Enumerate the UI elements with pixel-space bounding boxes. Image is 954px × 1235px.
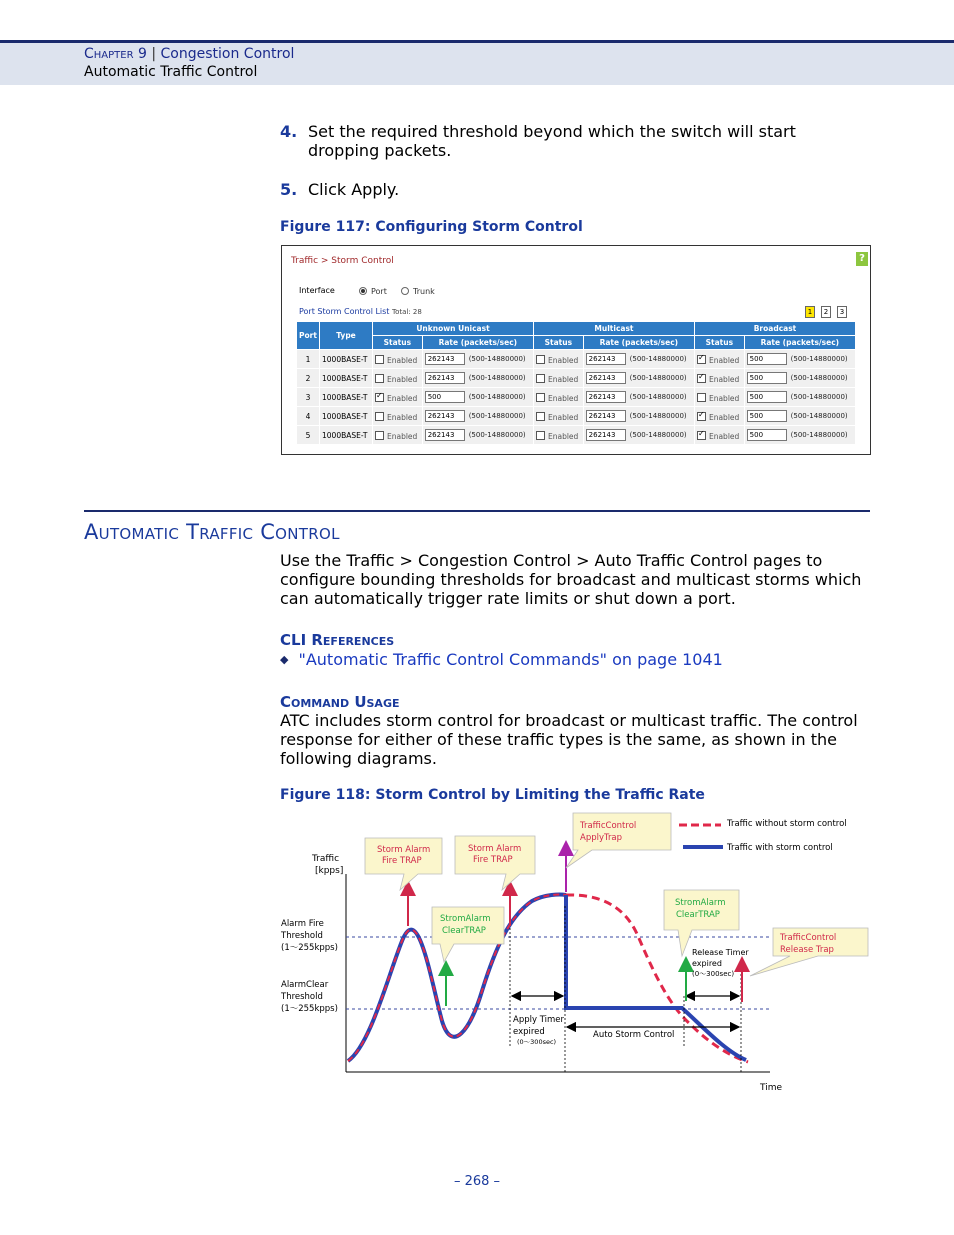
cell-unknown-unicast-status[interactable] xyxy=(373,407,423,426)
running-header-chapter xyxy=(84,46,294,62)
cell-port: 5 xyxy=(297,426,320,445)
multicast-checkbox[interactable] xyxy=(536,393,545,402)
page-1-button[interactable]: 1 xyxy=(805,306,815,318)
unknown-unicast-checkbox[interactable] xyxy=(375,412,384,421)
broadcast-checkbox[interactable] xyxy=(697,412,706,421)
enabled-label: Enabled xyxy=(387,412,418,422)
radio-unselected-icon[interactable] xyxy=(401,287,409,295)
col-mc-rate: Rate (packets/sec) xyxy=(583,336,694,350)
table-row xyxy=(297,426,856,445)
rate-range: (500-14880000) xyxy=(629,412,687,420)
rate-range: (500-14880000) xyxy=(468,393,526,401)
cell-multicast-status[interactable] xyxy=(533,388,583,407)
enabled-label: Enabled xyxy=(708,412,740,422)
callout-clear-1-line2: ClearTRAP xyxy=(442,926,486,936)
cell-type: 1000BASE-T xyxy=(320,407,373,426)
rate-range: (500-14880000) xyxy=(629,393,687,401)
callout-fire-1-line1: Storm Alarm xyxy=(377,845,431,855)
unknown-unicast-rate-input[interactable]: 262143 xyxy=(425,429,465,441)
callout-clear-trap-2 xyxy=(664,890,739,956)
storm-control-table xyxy=(296,321,856,445)
fire-threshold-label: Alarm Fire xyxy=(281,919,324,929)
col-broadcast: Broadcast xyxy=(694,322,855,336)
broadcast-rate-input[interactable]: 500 xyxy=(747,372,787,384)
cell-multicast-status[interactable] xyxy=(533,369,583,388)
broadcast-checkbox[interactable] xyxy=(697,355,706,364)
cell-broadcast-status[interactable] xyxy=(694,407,744,426)
unknown-unicast-checkbox[interactable] xyxy=(375,355,384,364)
multicast-checkbox[interactable] xyxy=(536,355,545,364)
header-separator: | xyxy=(151,46,157,62)
broadcast-checkbox[interactable] xyxy=(697,393,706,402)
figure-118-caption: Figure 118: Storm Control by Limiting the Traffic Rate xyxy=(280,787,705,803)
table-row xyxy=(297,350,856,369)
multicast-rate-input[interactable]: 262143 xyxy=(586,429,626,441)
multicast-checkbox[interactable] xyxy=(536,431,545,440)
rate-range: (500-14880000) xyxy=(468,374,526,382)
cell-port: 2 xyxy=(297,369,320,388)
cell-unknown-unicast-status[interactable] xyxy=(373,369,423,388)
cell-unknown-unicast-rate xyxy=(422,369,533,388)
broadcast-rate-input[interactable]: 500 xyxy=(747,353,787,365)
broadcast-rate-input[interactable]: 500 xyxy=(747,410,787,422)
broadcast-checkbox[interactable] xyxy=(697,431,706,440)
cli-reference-link[interactable]: "Automatic Traffic Control Commands" on page 1041 xyxy=(298,650,723,669)
table-row xyxy=(297,369,856,388)
callout-release-trap xyxy=(750,928,868,976)
list-total: Total: 28 xyxy=(392,308,422,316)
section-title: Automatic Traffic Control xyxy=(84,520,340,544)
enabled-label: Enabled xyxy=(547,412,579,422)
multicast-checkbox[interactable] xyxy=(536,374,545,383)
legend xyxy=(679,819,847,853)
cell-unknown-unicast-rate xyxy=(422,426,533,445)
multicast-checkbox[interactable] xyxy=(536,412,545,421)
figure-117-storm-control-screenshot xyxy=(281,245,871,455)
x-axis-label: Time xyxy=(760,1083,783,1093)
cell-multicast-status[interactable] xyxy=(533,407,583,426)
cell-multicast-status[interactable] xyxy=(533,426,583,445)
cell-broadcast-rate xyxy=(744,407,855,426)
cell-type: 1000BASE-T xyxy=(320,350,373,369)
cell-multicast-rate xyxy=(583,350,694,369)
rate-range: (500-14880000) xyxy=(629,355,687,363)
trunk-radio-label: Trunk xyxy=(413,287,435,296)
enabled-label: Enabled xyxy=(387,393,418,403)
cell-broadcast-rate xyxy=(744,350,855,369)
enabled-label: Enabled xyxy=(708,374,740,384)
cell-unknown-unicast-status[interactable] xyxy=(373,388,423,407)
running-header-section: Automatic Traffic Control xyxy=(84,64,258,80)
port-radio[interactable] xyxy=(359,286,387,296)
col-mc-status: Status xyxy=(533,336,583,350)
cli-references-heading: CLI References xyxy=(280,631,395,649)
multicast-rate-input[interactable]: 262143 xyxy=(586,372,626,384)
interface-label: Interface xyxy=(299,286,335,295)
cell-multicast-rate xyxy=(583,369,694,388)
figure-118-diagram xyxy=(270,806,880,1106)
unknown-unicast-rate-input[interactable]: 262143 xyxy=(425,410,465,422)
rate-range: (500-14880000) xyxy=(790,374,848,382)
cell-multicast-rate xyxy=(583,426,694,445)
cell-broadcast-status[interactable] xyxy=(694,369,744,388)
step-number: 5. xyxy=(280,180,298,199)
step-5 xyxy=(280,180,870,199)
section-rule xyxy=(84,510,870,512)
page-3-button[interactable]: 3 xyxy=(837,306,847,318)
callout-release-line1: TrafficControl xyxy=(780,933,837,943)
rate-range: (500-14880000) xyxy=(790,355,848,363)
callout-fire-trap-2 xyxy=(455,836,535,890)
unknown-unicast-rate-input[interactable]: 500 xyxy=(425,391,465,403)
apply-timer-label: Apply Timer xyxy=(513,1015,564,1025)
release-timer-range: (0～300sec) xyxy=(692,970,735,978)
broadcast-rate-input[interactable]: 500 xyxy=(747,391,787,403)
cell-unknown-unicast-rate xyxy=(422,388,533,407)
multicast-rate-input[interactable]: 262143 xyxy=(586,391,626,403)
col-port: Port xyxy=(297,322,320,350)
chapter-label: Chapter 9 xyxy=(84,46,147,62)
enabled-label: Enabled xyxy=(547,374,579,384)
trunk-radio[interactable] xyxy=(401,286,435,296)
intro-paragraph: Use the Traffic > Congestion Control > Auto Traffic Control pages to configure bounding thresholds for broadcast and multicast storms which can automatically trigger rate limits or shut down a port. xyxy=(280,551,862,608)
breadcrumb[interactable]: Traffic > Storm Control xyxy=(291,256,394,266)
apply-timer-label-2: expired xyxy=(513,1027,545,1037)
clear-threshold-label: AlarmClear xyxy=(281,980,329,990)
callout-fire-trap-1 xyxy=(365,838,442,890)
callout-fire-2-line2: Fire TRAP xyxy=(473,855,513,865)
help-icon[interactable]: ? xyxy=(856,252,868,266)
rate-range: (500-14880000) xyxy=(790,412,848,420)
callout-apply-line1: TrafficControl xyxy=(580,821,637,831)
enabled-label: Enabled xyxy=(547,393,579,403)
cell-type: 1000BASE-T xyxy=(320,388,373,407)
chapter-title: Congestion Control xyxy=(160,46,295,62)
page-2-button[interactable]: 2 xyxy=(821,306,831,318)
callout-fire-1-line2: Fire TRAP xyxy=(382,856,422,866)
usage-paragraph: ATC includes storm control for broadcast or multicast traffic. The control response for either of these traffic types is the same, as shown in the following diagrams. xyxy=(280,711,858,768)
unknown-unicast-checkbox[interactable] xyxy=(375,431,384,440)
step-text: Set the required threshold beyond which the switch will start dropping packets. xyxy=(308,122,796,160)
rate-range: (500-14880000) xyxy=(790,393,848,401)
col-bc-rate: Rate (packets/sec) xyxy=(744,336,855,350)
cell-broadcast-rate xyxy=(744,426,855,445)
table-row xyxy=(297,388,856,407)
cell-multicast-status[interactable] xyxy=(533,350,583,369)
cell-type: 1000BASE-T xyxy=(320,426,373,445)
y-axis-label: Traffic xyxy=(312,854,340,864)
clear-threshold-label-2: Threshold xyxy=(281,992,323,1002)
unknown-unicast-rate-input[interactable]: 262143 xyxy=(425,353,465,365)
enabled-label: Enabled xyxy=(547,431,579,441)
rate-range: (500-14880000) xyxy=(790,431,848,439)
apply-timer-range: (0～300sec) xyxy=(517,1038,557,1046)
command-usage-heading: Command Usage xyxy=(280,693,400,711)
callout-clear-2-line2: ClearTRAP xyxy=(676,910,720,920)
rate-range: (500-14880000) xyxy=(629,431,687,439)
cell-unknown-unicast-rate xyxy=(422,407,533,426)
unknown-unicast-rate-input[interactable]: 262143 xyxy=(425,372,465,384)
step-text: Click Apply. xyxy=(308,180,400,199)
cell-broadcast-rate xyxy=(744,369,855,388)
col-unknown-unicast: Unknown Unicast xyxy=(373,322,534,336)
callout-fire-2-line1: Storm Alarm xyxy=(468,844,522,854)
cell-unknown-unicast-status[interactable] xyxy=(373,426,423,445)
enabled-label: Enabled xyxy=(387,431,418,441)
enabled-label: Enabled xyxy=(708,355,740,365)
y-axis-unit: [kpps] xyxy=(315,866,344,876)
release-timer-label-2: expired xyxy=(692,959,722,968)
step-number: 4. xyxy=(280,122,298,141)
cell-multicast-rate xyxy=(583,388,694,407)
cell-unknown-unicast-status[interactable] xyxy=(373,350,423,369)
multicast-rate-input[interactable]: 262143 xyxy=(586,410,626,422)
page-number: – 268 – xyxy=(453,1174,501,1189)
rate-range: (500-14880000) xyxy=(468,412,526,420)
cell-broadcast-status[interactable] xyxy=(694,426,744,445)
list-label: Port Storm Control List xyxy=(299,307,390,316)
callout-clear-2-line1: StromAlarm xyxy=(675,898,726,908)
cell-port: 3 xyxy=(297,388,320,407)
rate-range: (500-14880000) xyxy=(468,431,526,439)
col-type: Type xyxy=(320,322,373,350)
legend-with-label: Traffic with storm control xyxy=(727,843,833,853)
enabled-label: Enabled xyxy=(387,374,418,384)
enabled-label: Enabled xyxy=(708,393,740,403)
diamond-bullet-icon: ◆ xyxy=(280,653,289,666)
legend-without-label: Traffic without storm control xyxy=(727,819,847,829)
enabled-label: Enabled xyxy=(387,355,418,365)
fire-threshold-label-2: Threshold xyxy=(281,931,323,941)
unknown-unicast-checkbox[interactable] xyxy=(375,374,384,383)
cell-port: 4 xyxy=(297,407,320,426)
cell-broadcast-status[interactable] xyxy=(694,388,744,407)
cell-type: 1000BASE-T xyxy=(320,369,373,388)
col-bc-status: Status xyxy=(694,336,744,350)
col-uu-status: Status xyxy=(373,336,423,350)
step-4 xyxy=(280,122,870,160)
cell-broadcast-status[interactable] xyxy=(694,350,744,369)
clear-threshold-range: (1～255kpps) xyxy=(281,1004,338,1014)
callout-clear-1-line1: StromAlarm xyxy=(440,914,491,924)
release-timer-label: Release Timer xyxy=(692,948,749,957)
cell-broadcast-rate xyxy=(744,388,855,407)
cell-port: 1 xyxy=(297,350,320,369)
figure-117-caption: Figure 117: Configuring Storm Control xyxy=(280,219,583,235)
fire-threshold-range: (1～255kpps) xyxy=(281,943,338,953)
cli-reference-item xyxy=(280,650,723,669)
col-uu-rate: Rate (packets/sec) xyxy=(422,336,533,350)
list-title xyxy=(299,307,422,316)
broadcast-checkbox[interactable] xyxy=(697,374,706,383)
cell-multicast-rate xyxy=(583,407,694,426)
cell-unknown-unicast-rate xyxy=(422,350,533,369)
auto-storm-label: Auto Storm Control xyxy=(593,1030,675,1040)
rate-range: (500-14880000) xyxy=(468,355,526,363)
callout-apply-line2: ApplyTrap xyxy=(580,833,623,843)
col-multicast: Multicast xyxy=(533,322,694,336)
unknown-unicast-checkbox[interactable] xyxy=(375,393,384,402)
port-radio-label: Port xyxy=(371,287,387,296)
enabled-label: Enabled xyxy=(708,431,740,441)
radio-selected-icon[interactable] xyxy=(359,287,367,295)
enabled-label: Enabled xyxy=(547,355,579,365)
callout-release-line2: Release Trap xyxy=(780,945,834,955)
broadcast-rate-input[interactable]: 500 xyxy=(747,429,787,441)
callout-apply-trap xyxy=(566,813,671,868)
table-row xyxy=(297,407,856,426)
multicast-rate-input[interactable]: 262143 xyxy=(586,353,626,365)
rate-range: (500-14880000) xyxy=(629,374,687,382)
